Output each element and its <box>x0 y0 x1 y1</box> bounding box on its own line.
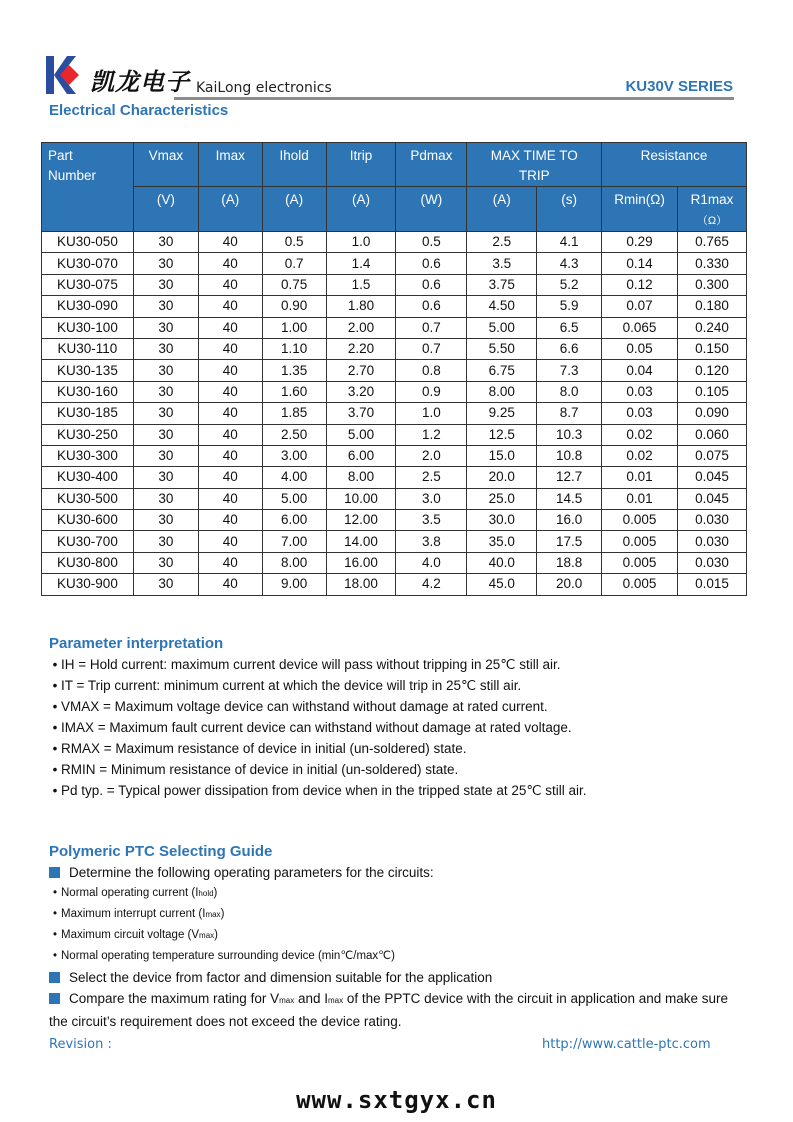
table-cell: 0.7 <box>396 317 467 338</box>
table-cell: 0.015 <box>678 574 747 595</box>
table-cell: 30 <box>133 424 198 445</box>
table-cell: 0.150 <box>678 338 747 359</box>
table-cell: 0.060 <box>678 424 747 445</box>
table-cell: 40 <box>198 445 262 466</box>
table-cell: 8.7 <box>537 403 602 424</box>
table-cell: 5.00 <box>262 488 326 509</box>
kailong-logo-icon <box>46 56 80 94</box>
table-cell: 40 <box>198 360 262 381</box>
table-cell: 0.240 <box>678 317 747 338</box>
table-row <box>42 338 747 359</box>
table-cell: 30 <box>133 552 198 573</box>
table-cell: 40 <box>198 488 262 509</box>
unit-ihold: (A) <box>262 187 326 232</box>
table-cell: 30 <box>133 467 198 488</box>
table-cell: 30 <box>133 531 198 552</box>
table-cell: 45.0 <box>467 574 537 595</box>
table-row <box>42 232 747 253</box>
bullet-icon: • <box>52 950 58 962</box>
parameter-item <box>49 717 587 738</box>
table-cell: 18.00 <box>326 574 396 595</box>
parameter-item <box>49 654 587 675</box>
bullet-icon: • <box>52 783 58 798</box>
table-cell: 40 <box>198 574 262 595</box>
watermark-url: www.sxtgyx.cn <box>296 1086 497 1114</box>
guide-sub-items <box>49 883 728 967</box>
table-cell: 10.3 <box>537 424 602 445</box>
part-number-cell: KU30-050 <box>42 232 134 253</box>
table-cell: 30 <box>133 253 198 274</box>
table-cell: 1.5 <box>326 274 396 295</box>
parameter-list <box>49 654 587 801</box>
table-cell: 0.01 <box>602 488 678 509</box>
table-cell: 1.2 <box>396 424 467 445</box>
table-cell: 10.00 <box>326 488 396 509</box>
part-number-cell: KU30-250 <box>42 424 134 445</box>
table-cell: 3.00 <box>262 445 326 466</box>
parameter-text: Pd typ. = Typical power dissipation from device when in the tripped state at 25℃ still air. <box>61 783 587 798</box>
table-cell: 30 <box>133 574 198 595</box>
part-number-cell: KU30-400 <box>42 467 134 488</box>
table-cell: 40 <box>198 531 262 552</box>
table-cell: 6.5 <box>537 317 602 338</box>
unit-trip-current: (A) <box>467 187 537 232</box>
part-number-cell: KU30-600 <box>42 510 134 531</box>
header-pdmax: Pdmax <box>396 143 467 187</box>
table-cell: 0.6 <box>396 274 467 295</box>
table-cell: 0.7 <box>262 253 326 274</box>
table-cell: 30 <box>133 403 198 424</box>
bullet-icon: • <box>52 678 58 693</box>
table-cell: 0.29 <box>602 232 678 253</box>
table-row <box>42 445 747 466</box>
table-cell: 0.765 <box>678 232 747 253</box>
table-cell: 30 <box>133 445 198 466</box>
table-cell: 1.4 <box>326 253 396 274</box>
table-row <box>42 574 747 595</box>
table-cell: 2.5 <box>396 467 467 488</box>
table-cell: 30 <box>133 338 198 359</box>
table-row <box>42 360 747 381</box>
table-cell: 4.1 <box>537 232 602 253</box>
header-r1max: R1max （Ω） <box>678 187 747 232</box>
part-number-cell: KU30-100 <box>42 317 134 338</box>
bullet-icon: • <box>52 762 58 777</box>
table-cell: 30 <box>133 296 198 317</box>
table-cell: 0.75 <box>262 274 326 295</box>
part-number-cell: KU30-110 <box>42 338 134 359</box>
guide-step-3: Compare the maximum rating for Vmax and Imax of the PPTC device with the circuit in application and make sure <box>49 988 728 1011</box>
table-cell: 30 <box>133 381 198 402</box>
bullet-icon: • <box>52 741 58 756</box>
header-imax: Imax <box>198 143 262 187</box>
table-cell: 40 <box>198 317 262 338</box>
table-row <box>42 424 747 445</box>
table-cell: 0.005 <box>602 574 678 595</box>
table-cell: 30 <box>133 488 198 509</box>
table-cell: 15.0 <box>467 445 537 466</box>
table-cell: 0.9 <box>396 381 467 402</box>
table-cell: 17.5 <box>537 531 602 552</box>
header-part-number: Part Number <box>42 143 134 232</box>
guide-sub-item: • Normal operating temperature surrounding device (min℃/max℃) <box>49 946 728 967</box>
table-cell: 35.0 <box>467 531 537 552</box>
header-ihold: Ihold <box>262 143 326 187</box>
parameter-item <box>49 759 587 780</box>
table-cell: 0.14 <box>602 253 678 274</box>
table-cell: 16.00 <box>326 552 396 573</box>
bullet-icon: • <box>52 908 58 920</box>
table-cell: 25.0 <box>467 488 537 509</box>
table-cell: 2.20 <box>326 338 396 359</box>
part-number-cell: KU30-500 <box>42 488 134 509</box>
table-cell: 40 <box>198 403 262 424</box>
table-cell: 0.330 <box>678 253 747 274</box>
table-cell: 0.02 <box>602 445 678 466</box>
unit-pdmax: (W) <box>396 187 467 232</box>
table-cell: 0.01 <box>602 467 678 488</box>
table-cell: 1.80 <box>326 296 396 317</box>
table-row <box>42 510 747 531</box>
table-cell: 5.50 <box>467 338 537 359</box>
table-body <box>42 232 747 596</box>
table-row <box>42 467 747 488</box>
website-link[interactable]: http://www.cattle-ptc.com <box>542 1037 711 1052</box>
table-row <box>42 403 747 424</box>
table-row <box>42 488 747 509</box>
table-cell: 20.0 <box>537 574 602 595</box>
table-cell: 40 <box>198 552 262 573</box>
table-cell: 40 <box>198 232 262 253</box>
table-cell: 6.6 <box>537 338 602 359</box>
table-cell: 8.0 <box>537 381 602 402</box>
table-cell: 0.7 <box>396 338 467 359</box>
table-row <box>42 381 747 402</box>
table-cell: 0.180 <box>678 296 747 317</box>
parameter-text: VMAX = Maximum voltage device can withstand without damage at rated current. <box>61 699 548 714</box>
blue-square-bullet-icon <box>49 972 60 983</box>
table-cell: 4.0 <box>396 552 467 573</box>
table-cell: 1.60 <box>262 381 326 402</box>
table-cell: 12.5 <box>467 424 537 445</box>
table-cell: 40.0 <box>467 552 537 573</box>
table-cell: 0.005 <box>602 552 678 573</box>
table-cell: 10.8 <box>537 445 602 466</box>
table-cell: 0.02 <box>602 424 678 445</box>
table-cell: 30 <box>133 274 198 295</box>
table-cell: 6.00 <box>262 510 326 531</box>
electrical-characteristics-table <box>41 142 747 596</box>
unit-vmax: (V) <box>133 187 198 232</box>
header-itrip: Itrip <box>326 143 396 187</box>
bullet-icon: • <box>52 887 58 899</box>
part-number-cell: KU30-160 <box>42 381 134 402</box>
table-cell: 1.35 <box>262 360 326 381</box>
table-cell: 40 <box>198 338 262 359</box>
table-row <box>42 253 747 274</box>
table-cell: 0.6 <box>396 253 467 274</box>
table-row <box>42 274 747 295</box>
company-name-chinese: 凯龙电子 <box>90 67 190 96</box>
table-cell: 30 <box>133 510 198 531</box>
table-cell: 0.105 <box>678 381 747 402</box>
table-cell: 8.00 <box>262 552 326 573</box>
parameter-text: IH = Hold current: maximum current device will pass without tripping in 25℃ still air. <box>61 657 561 672</box>
parameter-item <box>49 780 587 801</box>
table-cell: 3.8 <box>396 531 467 552</box>
table-cell: 3.70 <box>326 403 396 424</box>
guide-step-2: Select the device from factor and dimension suitable for the application <box>49 967 728 988</box>
table-cell: 30 <box>133 317 198 338</box>
table-cell: 3.5 <box>467 253 537 274</box>
guide-sub-item: • Maximum circuit voltage (Vmax) <box>49 925 728 946</box>
table-cell: 0.045 <box>678 488 747 509</box>
electrical-characteristics-title: Electrical Characteristics <box>49 102 229 119</box>
bullet-icon: • <box>52 929 58 941</box>
table-row <box>42 296 747 317</box>
table-cell: 1.10 <box>262 338 326 359</box>
table-cell: 12.00 <box>326 510 396 531</box>
table-cell: 0.12 <box>602 274 678 295</box>
unit-imax: (A) <box>198 187 262 232</box>
table-cell: 0.005 <box>602 531 678 552</box>
table-cell: 3.0 <box>396 488 467 509</box>
table-cell: 8.00 <box>467 381 537 402</box>
table-cell: 14.00 <box>326 531 396 552</box>
table-cell: 30 <box>133 232 198 253</box>
table-cell: 1.0 <box>326 232 396 253</box>
table-cell: 0.065 <box>602 317 678 338</box>
table-cell: 0.5 <box>262 232 326 253</box>
table-cell: 4.2 <box>396 574 467 595</box>
table-cell: 12.7 <box>537 467 602 488</box>
bullet-icon: • <box>52 699 58 714</box>
table-cell: 0.04 <box>602 360 678 381</box>
part-number-cell: KU30-135 <box>42 360 134 381</box>
table-cell: 5.00 <box>467 317 537 338</box>
header-resistance: Resistance <box>602 143 747 187</box>
guide-sub-item: • Normal operating current (Ihold) <box>49 883 728 904</box>
part-number-cell: KU30-075 <box>42 274 134 295</box>
table-cell: 3.20 <box>326 381 396 402</box>
guide-step-3-continued: the circuit’s requirement does not exceed the device rating. <box>49 1014 402 1029</box>
parameter-text: RMIN = Minimum resistance of device in initial (un-soldered) state. <box>61 762 459 777</box>
selecting-guide-title: Polymeric PTC Selecting Guide <box>49 843 273 860</box>
blue-square-bullet-icon <box>49 993 60 1004</box>
table-cell: 0.075 <box>678 445 747 466</box>
table-cell: 5.9 <box>537 296 602 317</box>
header-max-time-to-trip: MAX TIME TO TRIP <box>467 143 602 187</box>
parameter-interpretation-title: Parameter interpretation <box>49 635 224 652</box>
table-cell: 2.50 <box>262 424 326 445</box>
table-row <box>42 317 747 338</box>
bullet-icon: • <box>52 720 58 735</box>
table-cell: 0.6 <box>396 296 467 317</box>
table-row <box>42 552 747 573</box>
table-cell: 14.5 <box>537 488 602 509</box>
table-cell: 7.3 <box>537 360 602 381</box>
table-cell: 40 <box>198 296 262 317</box>
unit-itrip: (A) <box>326 187 396 232</box>
guide-step-1: Determine the following operating parameters for the circuits: <box>49 862 728 883</box>
bullet-icon: • <box>52 657 58 672</box>
table-cell: 0.07 <box>602 296 678 317</box>
table-cell: 40 <box>198 424 262 445</box>
table-cell: 0.05 <box>602 338 678 359</box>
part-number-cell: KU30-090 <box>42 296 134 317</box>
table-row <box>42 531 747 552</box>
table-cell: 2.0 <box>396 445 467 466</box>
table-cell: 0.045 <box>678 467 747 488</box>
table-cell: 0.5 <box>396 232 467 253</box>
blue-square-bullet-icon <box>49 867 60 878</box>
table-cell: 4.50 <box>467 296 537 317</box>
part-number-cell: KU30-070 <box>42 253 134 274</box>
table-cell: 20.0 <box>467 467 537 488</box>
revision-label: Revision : <box>49 1037 112 1052</box>
table-cell: 6.00 <box>326 445 396 466</box>
company-name-english: KaiLong electronics <box>196 80 332 96</box>
table-cell: 0.120 <box>678 360 747 381</box>
table-cell: 0.030 <box>678 531 747 552</box>
part-number-cell: KU30-185 <box>42 403 134 424</box>
table-cell: 9.25 <box>467 403 537 424</box>
header-vmax: Vmax <box>133 143 198 187</box>
parameter-text: IMAX = Maximum fault current device can withstand without damage at rated voltage. <box>61 720 572 735</box>
parameter-item <box>49 696 587 717</box>
table-cell: 2.70 <box>326 360 396 381</box>
table-cell: 30 <box>133 360 198 381</box>
part-number-cell: KU30-700 <box>42 531 134 552</box>
table-cell: 5.00 <box>326 424 396 445</box>
table-cell: 40 <box>198 274 262 295</box>
table-cell: 0.030 <box>678 552 747 573</box>
table-cell: 0.8 <box>396 360 467 381</box>
table-cell: 40 <box>198 381 262 402</box>
header-divider <box>174 97 734 100</box>
parameter-item <box>49 738 587 759</box>
table-cell: 0.90 <box>262 296 326 317</box>
table-cell: 3.75 <box>467 274 537 295</box>
table-cell: 18.8 <box>537 552 602 573</box>
table-cell: 8.00 <box>326 467 396 488</box>
part-number-cell: KU30-800 <box>42 552 134 573</box>
table-cell: 2.5 <box>467 232 537 253</box>
table-cell: 1.85 <box>262 403 326 424</box>
part-number-cell: KU30-900 <box>42 574 134 595</box>
header-rmin: Rmin(Ω) <box>602 187 678 232</box>
table-cell: 1.0 <box>396 403 467 424</box>
parameter-item <box>49 675 587 696</box>
table-cell: 1.00 <box>262 317 326 338</box>
part-number-cell: KU30-300 <box>42 445 134 466</box>
table-cell: 4.00 <box>262 467 326 488</box>
table-cell: 0.03 <box>602 381 678 402</box>
table-cell: 40 <box>198 253 262 274</box>
table-cell: 30.0 <box>467 510 537 531</box>
table-cell: 9.00 <box>262 574 326 595</box>
table-cell: 0.090 <box>678 403 747 424</box>
table-cell: 0.030 <box>678 510 747 531</box>
table-cell: 40 <box>198 510 262 531</box>
parameter-text: RMAX = Maximum resistance of device in initial (un-soldered) state. <box>61 741 467 756</box>
unit-trip-time: (s) <box>537 187 602 232</box>
table-cell: 0.005 <box>602 510 678 531</box>
table-cell: 16.0 <box>537 510 602 531</box>
series-title: KU30V SERIES <box>625 78 733 95</box>
table-cell: 2.00 <box>326 317 396 338</box>
table-cell: 5.2 <box>537 274 602 295</box>
guide-sub-item: • Maximum interrupt current (Imax) <box>49 904 728 925</box>
table-cell: 3.5 <box>396 510 467 531</box>
table-cell: 40 <box>198 467 262 488</box>
table-cell: 4.3 <box>537 253 602 274</box>
parameter-text: IT = Trip current: minimum current at which the device will trip in 25℃ still air. <box>61 678 522 693</box>
table-cell: 7.00 <box>262 531 326 552</box>
table-cell: 0.03 <box>602 403 678 424</box>
table-cell: 6.75 <box>467 360 537 381</box>
selecting-guide <box>49 862 728 1032</box>
table-cell: 0.300 <box>678 274 747 295</box>
